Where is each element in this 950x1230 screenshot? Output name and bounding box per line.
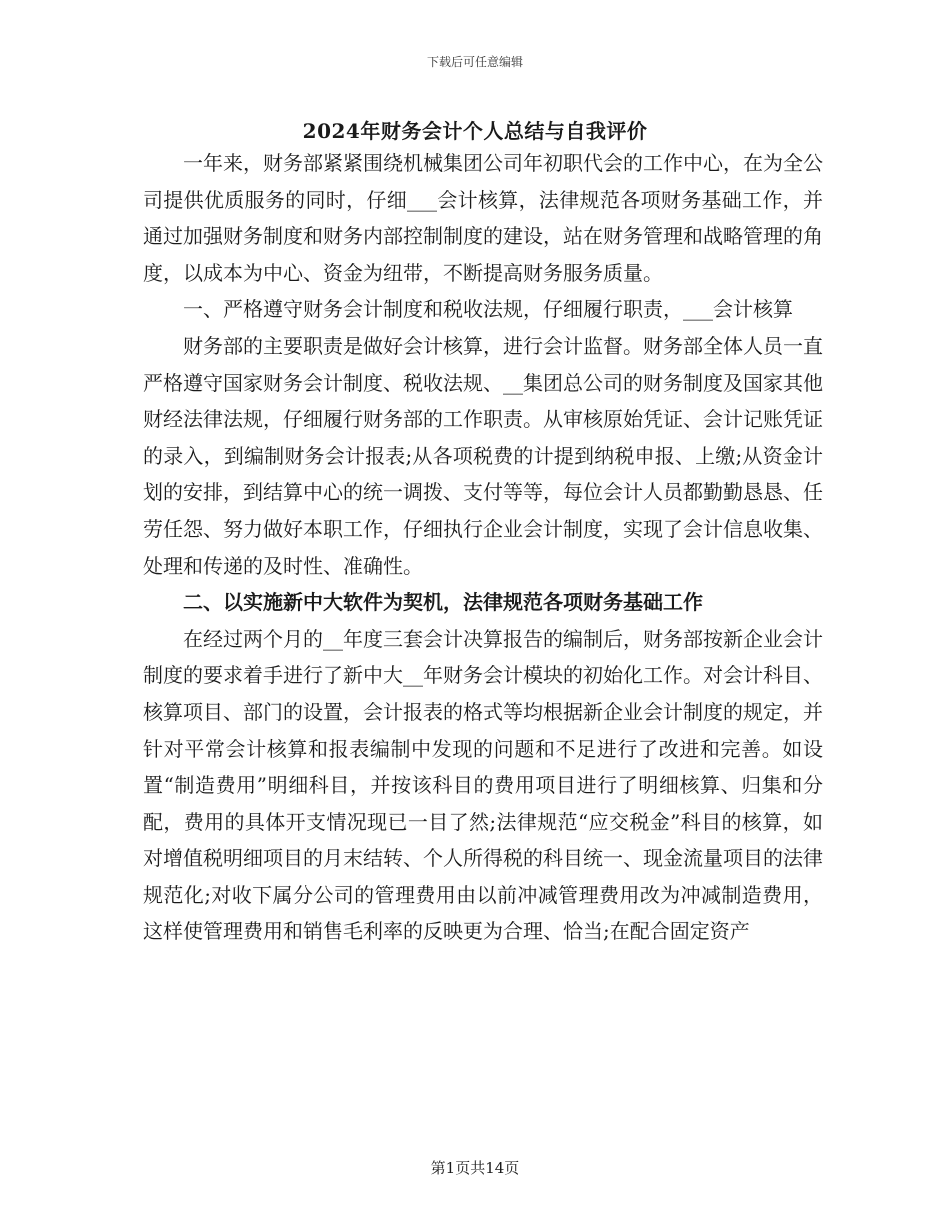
paragraph-intro: 一年来，财务部紧紧围绕机械集团公司年初职代会的工作中心，在为全公司提供优质服务的同时，仔细___会计核算，法律规范各项财务基础工作，并通过加强财务制度和财务内部控制制度的建设，站在财务管理和战略管理的角度，以成本为中心、资金为纽带，不断提高财务服务质量。 (143, 151, 823, 285)
section-heading-2: 二、以实施新中大软件为契机，法律规范各项财务基础工作 (183, 590, 703, 615)
header-note: 下载后可任意编辑 (426, 55, 523, 69)
paragraph-section-2: 在经过两个月的__年度三套会计决算报告的编制后，财务部按新企业会计制度的要求着手进行了新中大__年财务会计模块的初始化工作。对会计科目、核算项目、部门的设置，会计报表的格式等均根据新企业会计制度的规定，并针对平常会计核算和报表编制中发现的问题和不足进行了改进和完善。如设置“制造费用”明细科目，并按该科目的费用项目进行了明细核算、归集和分配，费用的具体开支情况现已一目了然;法律规范“应交税金”科目的核算，如对增值税明细项目的月末结转、个人所得税的科目统一、现金流量项目的法律规范化;对收下属分公司的管理费用由以前冲减管理费用改为冲减制造费用，这样使管理费用和销售毛利率的反映更为合理、恰当;在配合固定资产 (143, 626, 823, 944)
page-number: 第1页共14页 (430, 1159, 520, 1177)
document-body (143, 145, 823, 950)
document-title: 2024年财务会计个人总结与自我评价 (302, 119, 648, 143)
section-heading-1: 一、严格遵守财务会计制度和税收法规，仔细履行职责，___会计核算 (183, 297, 793, 322)
paragraph-section-1: 财务部的主要职责是做好会计核算，进行会计监督。财务部全体人员一直严格遵守国家财务会计制度、税收法规、__集团总公司的财务制度及国家其他财经法律法规，仔细履行财务部的工作职责。从审核原始凭证、会计记账凭证的录入，到编制财务会计报表;从各项税费的计提到纳税申报、上缴;从资金计划的安排，到结算中心的统一调拨、支付等等，每位会计人员都勤勤恳恳、任劳任怨、努力做好本职工作，仔细执行企业会计制度，实现了会计信息收集、处理和传递的及时性、准确性。 (143, 333, 823, 578)
